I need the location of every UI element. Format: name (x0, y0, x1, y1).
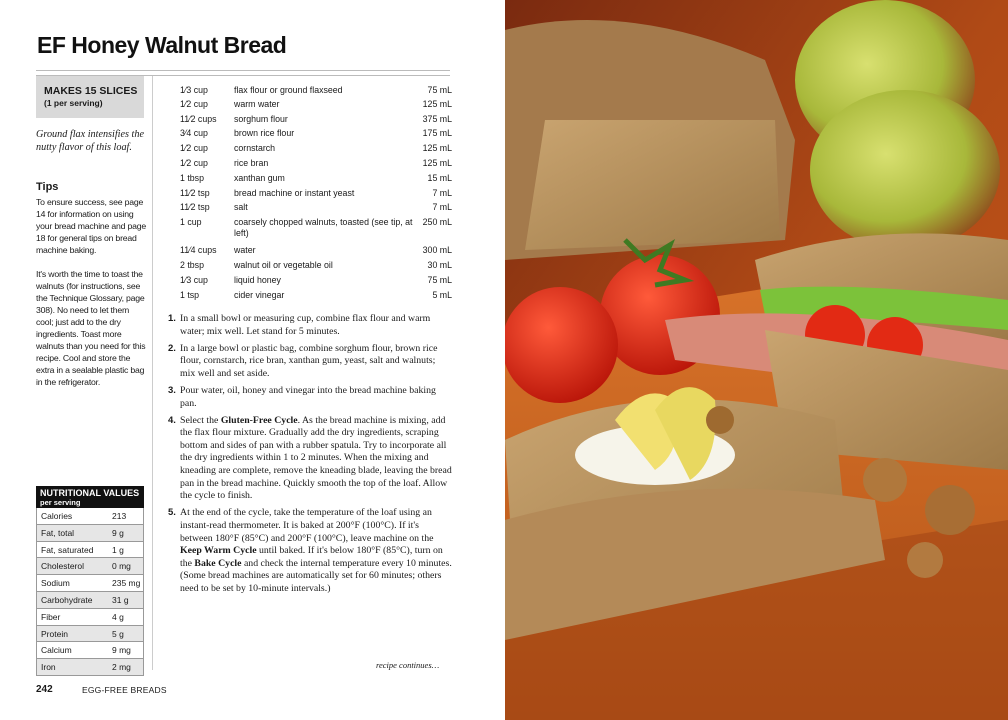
step-number: 4. (168, 414, 176, 426)
ingredient-name: rice bran (234, 158, 269, 168)
ingredient-row (180, 128, 452, 140)
nutrient-label: Protein (41, 628, 68, 639)
ingredient-name: salt (234, 202, 248, 212)
ingredient-metric: 7 mL (432, 188, 452, 198)
step-text: Select the (180, 414, 221, 426)
ingredient-quantity: 1⁄2 cup (180, 99, 208, 109)
ingredient-name: cornstarch (234, 143, 276, 153)
ingredient-name: walnut oil or vegetable oil (234, 260, 333, 270)
step-keyword: Keep Warm Cycle (180, 545, 257, 557)
nutrition-row (37, 659, 143, 676)
nutrition-row (37, 542, 143, 559)
step-keyword: Bake Cycle (194, 557, 242, 569)
step-text: In a small bowl or measuring cup, combine flax flour and warm water; mix well. Let stand for 5 minutes. (180, 313, 431, 337)
intro-note: Ground flax intensifies the nutty flavor of this loaf. (36, 129, 144, 153)
nutrient-value: 213 (112, 511, 127, 521)
ingredient-quantity: 11⁄2 tsp (180, 188, 210, 198)
ingredient-row (180, 217, 452, 241)
ingredient-quantity: 1⁄2 cup (180, 158, 208, 168)
nutrient-value: 2 mg (112, 662, 131, 673)
nutrient-label: Calories (41, 511, 73, 521)
recipe-title: EF Honey Walnut Bread (37, 32, 287, 58)
method-steps (168, 313, 453, 600)
nutrition-row (37, 525, 143, 542)
ingredient-name: water (234, 245, 256, 255)
page-number: 242 (36, 684, 53, 695)
ingredient-quantity: 11⁄4 cups (180, 245, 217, 255)
ingredient-name: xanthan gum (234, 173, 285, 183)
ingredient-name: brown rice flour (234, 128, 295, 138)
nutrition-rows (36, 508, 144, 676)
ingredient-quantity: 1⁄3 cup (180, 85, 208, 95)
ingredient-metric: 125 mL (422, 143, 452, 153)
method-step (168, 313, 453, 338)
nutrition-row (37, 592, 143, 609)
ingredient-metric: 125 mL (422, 99, 452, 109)
ingredient-quantity: 1⁄2 cup (180, 143, 208, 153)
step-text: At the end of the cycle, take the temperature of the loaf using an instant-read thermometer. It is baked at 200°F (100°C). If it's between 180°F (85°C) and 200°F (100°C), leave machine on the (180, 507, 434, 544)
ingredient-row (180, 114, 452, 126)
ingredient-quantity: 1 tbsp (180, 173, 204, 183)
ingredient-row (180, 85, 452, 97)
ingredient-metric: 7 mL (432, 202, 452, 212)
ingredient-name: liquid honey (234, 275, 281, 285)
step-number: 2. (168, 342, 176, 354)
ingredient-row (180, 245, 452, 257)
nutrition-row (37, 508, 143, 525)
nutrient-label: Carbohydrate (41, 594, 93, 605)
nutrient-value: 4 g (112, 611, 124, 622)
ingredient-row (180, 260, 452, 272)
ingredient-quantity: 3⁄4 cup (180, 128, 208, 138)
nutrition-row (37, 575, 143, 592)
method-step (168, 507, 453, 595)
nutrient-value: 9 mg (112, 645, 131, 656)
ingredient-name: coarsely chopped walnuts, toasted (see tip, at left) (234, 217, 413, 238)
ingredient-metric: 75 mL (427, 85, 452, 95)
yield-text: MAKES 15 SLICES (44, 85, 138, 97)
nutrient-label: Fat, saturated (41, 544, 94, 555)
recipe-continues: recipe continues… (376, 660, 440, 670)
ingredient-row (180, 99, 452, 111)
ingredient-row (180, 275, 452, 287)
ingredient-quantity: 11⁄2 tsp (180, 202, 210, 212)
nutrient-label: Fiber (41, 611, 61, 622)
ingredient-row (180, 202, 452, 214)
ingredient-metric: 30 mL (427, 260, 452, 270)
ingredient-metric: 250 mL (422, 217, 452, 227)
nutrient-value: 235 mg (112, 578, 141, 589)
ingredient-name: cider vinegar (234, 290, 285, 300)
method-step (168, 343, 453, 381)
nutrition-row (37, 609, 143, 626)
method-step (168, 415, 453, 503)
nutrition-heading: NUTRITIONAL VALUES (40, 488, 140, 498)
ingredient-name: sorghum flour (234, 114, 288, 124)
step-number: 5. (168, 507, 176, 519)
nutrient-label: Iron (41, 662, 56, 673)
ingredient-metric: 75 mL (427, 275, 452, 285)
column-divider (152, 76, 153, 670)
ingredient-row (180, 188, 452, 200)
tip-1: To ensure success, see page 14 for information on using your bread machine and page 18 for general tips on bread machine baking. (36, 197, 147, 255)
step-text: Pour water, oil, honey and vinegar into the bread machine baking pan. (180, 384, 436, 409)
tips-heading: Tips (36, 181, 59, 193)
nutrition-row (37, 642, 143, 659)
step-number: 3. (168, 384, 176, 396)
ingredient-metric: 375 mL (422, 114, 452, 124)
step-text: In a large bowl or plastic bag, combine sorghum flour, brown rice flour, cornstarch, rice bran, xanthan gum, yeast, salt and walnuts; mix well and set aside. (180, 342, 438, 379)
serving-text: (1 per serving) (44, 98, 103, 108)
ingredient-quantity: 11⁄2 cups (180, 114, 217, 124)
step-text: until baked. If it's below 180°F (85°C), turn on the (180, 545, 443, 569)
method-step (168, 385, 453, 410)
nutrient-value: 9 g (112, 527, 124, 538)
ingredient-metric: 15 mL (427, 173, 452, 183)
bread-photo (505, 0, 1008, 720)
ingredient-name: bread machine or instant yeast (234, 188, 355, 198)
ingredient-quantity: 1⁄3 cup (180, 275, 208, 285)
ingredient-metric: 300 mL (422, 245, 452, 255)
step-text: . As the bread machine is mixing, add the flax flour mixture. Gradually add the dry ingredients, scraping bottom and sides of pan with a rubber spatula. Try to incorporate all the dry ingredients within 1 to 2 minutes. When the mixing and kneading are complete, remove the kneading blade, leaving the bread pan in the bread machine. Quickly smooth the top of the loaf. Allow the cycle to finish. (180, 414, 452, 502)
section-name: EGG-FREE BREADS (82, 685, 167, 695)
ingredient-row (180, 173, 452, 185)
nutrient-value: 5 g (112, 628, 124, 639)
ingredient-name: flax flour or ground flaxseed (234, 85, 343, 95)
yield-box (36, 76, 144, 118)
nutrient-value: 0 mg (112, 561, 131, 572)
step-keyword: Gluten-Free Cycle (220, 414, 298, 426)
nutrient-label: Fat, total (41, 527, 75, 538)
nutrition-row (37, 558, 143, 575)
nutrition-table (36, 486, 144, 676)
nutrient-label: Sodium (41, 578, 70, 589)
nutrient-value: 31 g (112, 594, 129, 605)
ingredient-row (180, 290, 452, 302)
ingredient-row (180, 158, 452, 170)
step-text: and check the internal temperature every 10 minutes. (Some bread machines are automatically set for 60 minutes; others need to be set by 10-minute intervals.) (180, 557, 452, 594)
ingredient-quantity: 1 cup (180, 217, 202, 227)
nutrition-header (36, 486, 144, 508)
nutrient-label: Cholesterol (41, 561, 84, 572)
ingredient-metric: 175 mL (422, 128, 452, 138)
nutrient-value: 1 g (112, 544, 124, 555)
tip-2: It's worth the time to toast the walnuts (for instructions, see the Technique Glossary, page 308). No need to let them cool; just add to the dry ingredients. Toast more walnuts than you need for this recipe. Cool and store the extra in a sealable plastic bag in the refrigerator. (36, 269, 146, 387)
ingredient-name: warm water (234, 99, 280, 109)
step-number: 1. (168, 313, 176, 324)
nutrition-subheading: per serving (40, 498, 81, 507)
ingredient-quantity: 1 tsp (180, 290, 200, 300)
nutrition-row (37, 626, 143, 643)
ingredient-metric: 125 mL (422, 158, 452, 168)
ingredient-row (180, 143, 452, 155)
ingredient-metric: 5 mL (432, 290, 452, 300)
nutrient-label: Calcium (41, 645, 72, 656)
ingredient-quantity: 2 tbsp (180, 260, 204, 270)
